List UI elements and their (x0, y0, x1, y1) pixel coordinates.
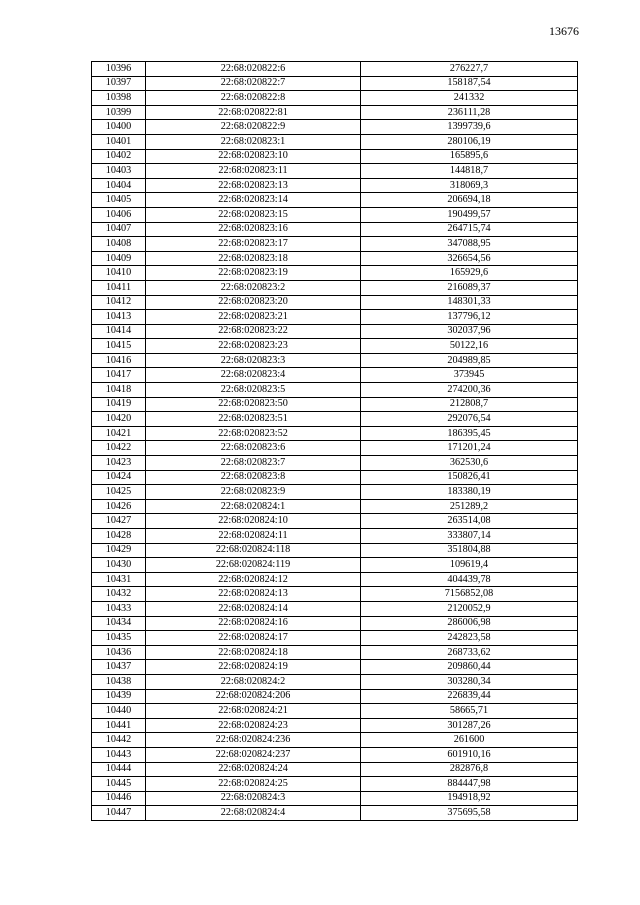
value-cell: 318069,3 (361, 178, 578, 193)
row-number-cell: 10434 (92, 616, 146, 631)
cadastral-number-cell: 22:68:020824:3 (146, 791, 361, 806)
data-table (91, 61, 578, 821)
value-cell: 50122,16 (361, 339, 578, 354)
row-number-cell: 10436 (92, 645, 146, 660)
cadastral-number-cell: 22:68:020823:15 (146, 207, 361, 222)
row-number-cell: 10405 (92, 193, 146, 208)
cadastral-number-cell: 22:68:020824:13 (146, 587, 361, 602)
row-number-cell: 10402 (92, 149, 146, 164)
value-cell: 212808,7 (361, 397, 578, 412)
row-number-cell: 10414 (92, 324, 146, 339)
row-number-cell: 10423 (92, 456, 146, 471)
value-cell: 209860,44 (361, 660, 578, 675)
row-number-cell: 10418 (92, 383, 146, 398)
cadastral-number-cell: 22:68:020824:237 (146, 747, 361, 762)
cadastral-number-cell: 22:68:020823:9 (146, 485, 361, 500)
table-row (92, 353, 578, 368)
table-row (92, 762, 578, 777)
row-number-cell: 10409 (92, 251, 146, 266)
value-cell: 109619,4 (361, 558, 578, 573)
table-row (92, 412, 578, 427)
value-cell: 282876,8 (361, 762, 578, 777)
table-row (92, 266, 578, 281)
cadastral-number-cell: 22:68:020823:17 (146, 237, 361, 252)
table-row (92, 601, 578, 616)
cadastral-number-cell: 22:68:020823:3 (146, 353, 361, 368)
row-number-cell: 10424 (92, 470, 146, 485)
row-number-cell: 10445 (92, 777, 146, 792)
value-cell: 274200,36 (361, 383, 578, 398)
cadastral-number-cell: 22:68:020824:119 (146, 558, 361, 573)
table-row (92, 164, 578, 179)
cadastral-number-cell: 22:68:020824:11 (146, 529, 361, 544)
value-cell: 276227,7 (361, 62, 578, 77)
cadastral-number-cell: 22:68:020823:14 (146, 193, 361, 208)
table-row (92, 193, 578, 208)
table-row (92, 470, 578, 485)
cadastral-number-cell: 22:68:020824:24 (146, 762, 361, 777)
row-number-cell: 10426 (92, 499, 146, 514)
value-cell: 236111,28 (361, 105, 578, 120)
table-row (92, 251, 578, 266)
cadastral-number-cell: 22:68:020823:1 (146, 134, 361, 149)
cadastral-number-cell: 22:68:020823:50 (146, 397, 361, 412)
value-cell: 302037,96 (361, 324, 578, 339)
cadastral-number-cell: 22:68:020824:12 (146, 572, 361, 587)
value-cell: 165895,6 (361, 149, 578, 164)
value-cell: 601910,16 (361, 747, 578, 762)
table-row (92, 120, 578, 135)
value-cell: 362530,6 (361, 456, 578, 471)
table-row (92, 368, 578, 383)
row-number-cell: 10432 (92, 587, 146, 602)
row-number-cell: 10397 (92, 76, 146, 91)
cadastral-number-cell: 22:68:020824:206 (146, 689, 361, 704)
cadastral-number-cell: 22:68:020822:7 (146, 76, 361, 91)
cadastral-number-cell: 22:68:020823:2 (146, 280, 361, 295)
table-row (92, 91, 578, 106)
value-cell: 264715,74 (361, 222, 578, 237)
table-row (92, 660, 578, 675)
value-cell: 2120052,9 (361, 601, 578, 616)
table-row (92, 222, 578, 237)
value-cell: 58665,71 (361, 704, 578, 719)
cadastral-number-cell: 22:68:020822:81 (146, 105, 361, 120)
value-cell: 261600 (361, 733, 578, 748)
row-number-cell: 10412 (92, 295, 146, 310)
cadastral-number-cell: 22:68:020823:8 (146, 470, 361, 485)
table-row (92, 514, 578, 529)
row-number-cell: 10399 (92, 105, 146, 120)
value-cell: 137796,12 (361, 310, 578, 325)
table-row (92, 689, 578, 704)
value-cell: 251289,2 (361, 499, 578, 514)
value-cell: 204989,85 (361, 353, 578, 368)
table-row (92, 62, 578, 77)
row-number-cell: 10435 (92, 631, 146, 646)
value-cell: 216089,37 (361, 280, 578, 295)
row-number-cell: 10416 (92, 353, 146, 368)
table-row (92, 572, 578, 587)
value-cell: 263514,08 (361, 514, 578, 529)
row-number-cell: 10444 (92, 762, 146, 777)
table-row (92, 339, 578, 354)
value-cell: 292076,54 (361, 412, 578, 427)
value-cell: 286006,98 (361, 616, 578, 631)
cadastral-number-cell: 22:68:020823:19 (146, 266, 361, 281)
table-row (92, 76, 578, 91)
row-number-cell: 10406 (92, 207, 146, 222)
row-number-cell: 10420 (92, 412, 146, 427)
cadastral-number-cell: 22:68:020822:8 (146, 91, 361, 106)
table-row (92, 718, 578, 733)
table-row (92, 485, 578, 500)
value-cell: 347088,95 (361, 237, 578, 252)
cadastral-number-cell: 22:68:020824:18 (146, 645, 361, 660)
value-cell: 226839,44 (361, 689, 578, 704)
row-number-cell: 10442 (92, 733, 146, 748)
value-cell: 351804,88 (361, 543, 578, 558)
table-row (92, 529, 578, 544)
value-cell: 1399739,6 (361, 120, 578, 135)
table-row (92, 280, 578, 295)
row-number-cell: 10440 (92, 704, 146, 719)
cadastral-number-cell: 22:68:020823:21 (146, 310, 361, 325)
value-cell: 280106,19 (361, 134, 578, 149)
cadastral-number-cell: 22:68:020823:4 (146, 368, 361, 383)
table-row (92, 499, 578, 514)
value-cell: 148301,33 (361, 295, 578, 310)
table-row (92, 631, 578, 646)
value-cell: 373945 (361, 368, 578, 383)
row-number-cell: 10427 (92, 514, 146, 529)
row-number-cell: 10408 (92, 237, 146, 252)
value-cell: 404439,78 (361, 572, 578, 587)
row-number-cell: 10439 (92, 689, 146, 704)
table-row (92, 441, 578, 456)
row-number-cell: 10446 (92, 791, 146, 806)
row-number-cell: 10438 (92, 674, 146, 689)
value-cell: 884447,98 (361, 777, 578, 792)
table-row (92, 674, 578, 689)
cadastral-number-cell: 22:68:020823:22 (146, 324, 361, 339)
table-row (92, 543, 578, 558)
value-cell: 333807,14 (361, 529, 578, 544)
table-row (92, 747, 578, 762)
table-row (92, 134, 578, 149)
row-number-cell: 10415 (92, 339, 146, 354)
cadastral-number-cell: 22:68:020823:51 (146, 412, 361, 427)
row-number-cell: 10431 (92, 572, 146, 587)
cadastral-number-cell: 22:68:020824:1 (146, 499, 361, 514)
value-cell: 165929,6 (361, 266, 578, 281)
table-row (92, 105, 578, 120)
cadastral-number-cell: 22:68:020823:13 (146, 178, 361, 193)
table-row (92, 645, 578, 660)
row-number-cell: 10404 (92, 178, 146, 193)
cadastral-number-cell: 22:68:020823:20 (146, 295, 361, 310)
table-row (92, 397, 578, 412)
table-row (92, 616, 578, 631)
cadastral-number-cell: 22:68:020824:17 (146, 631, 361, 646)
value-cell: 241332 (361, 91, 578, 106)
cadastral-number-cell: 22:68:020823:18 (146, 251, 361, 266)
row-number-cell: 10441 (92, 718, 146, 733)
cadastral-number-cell: 22:68:020823:6 (146, 441, 361, 456)
table-row (92, 324, 578, 339)
page-number: 13676 (549, 24, 579, 38)
value-cell: 7156852,08 (361, 587, 578, 602)
table-row (92, 295, 578, 310)
row-number-cell: 10401 (92, 134, 146, 149)
cadastral-number-cell: 22:68:020824:23 (146, 718, 361, 733)
row-number-cell: 10425 (92, 485, 146, 500)
value-cell: 268733,62 (361, 645, 578, 660)
cadastral-number-cell: 22:68:020822:9 (146, 120, 361, 135)
cadastral-number-cell: 22:68:020823:11 (146, 164, 361, 179)
value-cell: 194918,92 (361, 791, 578, 806)
table-row (92, 426, 578, 441)
value-cell: 303280,34 (361, 674, 578, 689)
row-number-cell: 10447 (92, 806, 146, 821)
row-number-cell: 10429 (92, 543, 146, 558)
value-cell: 206694,18 (361, 193, 578, 208)
row-number-cell: 10398 (92, 91, 146, 106)
table-row (92, 178, 578, 193)
row-number-cell: 10430 (92, 558, 146, 573)
cadastral-number-cell: 22:68:020823:23 (146, 339, 361, 354)
cadastral-number-cell: 22:68:020824:118 (146, 543, 361, 558)
cadastral-number-cell: 22:68:020824:16 (146, 616, 361, 631)
value-cell: 144818,7 (361, 164, 578, 179)
value-cell: 186395,45 (361, 426, 578, 441)
row-number-cell: 10400 (92, 120, 146, 135)
value-cell: 375695,58 (361, 806, 578, 821)
value-cell: 150826,41 (361, 470, 578, 485)
row-number-cell: 10410 (92, 266, 146, 281)
row-number-cell: 10419 (92, 397, 146, 412)
table-row (92, 704, 578, 719)
table-row (92, 456, 578, 471)
cadastral-number-cell: 22:68:020823:16 (146, 222, 361, 237)
row-number-cell: 10411 (92, 280, 146, 295)
cadastral-number-cell: 22:68:020824:19 (146, 660, 361, 675)
cadastral-number-cell: 22:68:020823:5 (146, 383, 361, 398)
row-number-cell: 10396 (92, 62, 146, 77)
row-number-cell: 10417 (92, 368, 146, 383)
row-number-cell: 10443 (92, 747, 146, 762)
row-number-cell: 10421 (92, 426, 146, 441)
cadastral-number-cell: 22:68:020823:52 (146, 426, 361, 441)
value-cell: 190499,57 (361, 207, 578, 222)
cadastral-number-cell: 22:68:020824:21 (146, 704, 361, 719)
table-row (92, 777, 578, 792)
row-number-cell: 10437 (92, 660, 146, 675)
row-number-cell: 10433 (92, 601, 146, 616)
cadastral-number-cell: 22:68:020824:4 (146, 806, 361, 821)
table-row (92, 587, 578, 602)
cadastral-number-cell: 22:68:020824:2 (146, 674, 361, 689)
row-number-cell: 10413 (92, 310, 146, 325)
cadastral-number-cell: 22:68:020824:25 (146, 777, 361, 792)
cadastral-number-cell: 22:68:020824:14 (146, 601, 361, 616)
table-row (92, 558, 578, 573)
table-body (92, 62, 578, 821)
row-number-cell: 10428 (92, 529, 146, 544)
table-row (92, 149, 578, 164)
table-row (92, 791, 578, 806)
table-row (92, 207, 578, 222)
value-cell: 301287,26 (361, 718, 578, 733)
row-number-cell: 10407 (92, 222, 146, 237)
row-number-cell: 10403 (92, 164, 146, 179)
value-cell: 158187,54 (361, 76, 578, 91)
cadastral-number-cell: 22:68:020823:7 (146, 456, 361, 471)
cadastral-number-cell: 22:68:020824:10 (146, 514, 361, 529)
table-row (92, 237, 578, 252)
cadastral-number-cell: 22:68:020824:236 (146, 733, 361, 748)
value-cell: 326654,56 (361, 251, 578, 266)
cadastral-number-cell: 22:68:020823:10 (146, 149, 361, 164)
value-cell: 171201,24 (361, 441, 578, 456)
cadastral-number-cell: 22:68:020822:6 (146, 62, 361, 77)
row-number-cell: 10422 (92, 441, 146, 456)
table-row (92, 733, 578, 748)
value-cell: 183380,19 (361, 485, 578, 500)
value-cell: 242823,58 (361, 631, 578, 646)
table-row (92, 383, 578, 398)
table-row (92, 806, 578, 821)
table-row (92, 310, 578, 325)
